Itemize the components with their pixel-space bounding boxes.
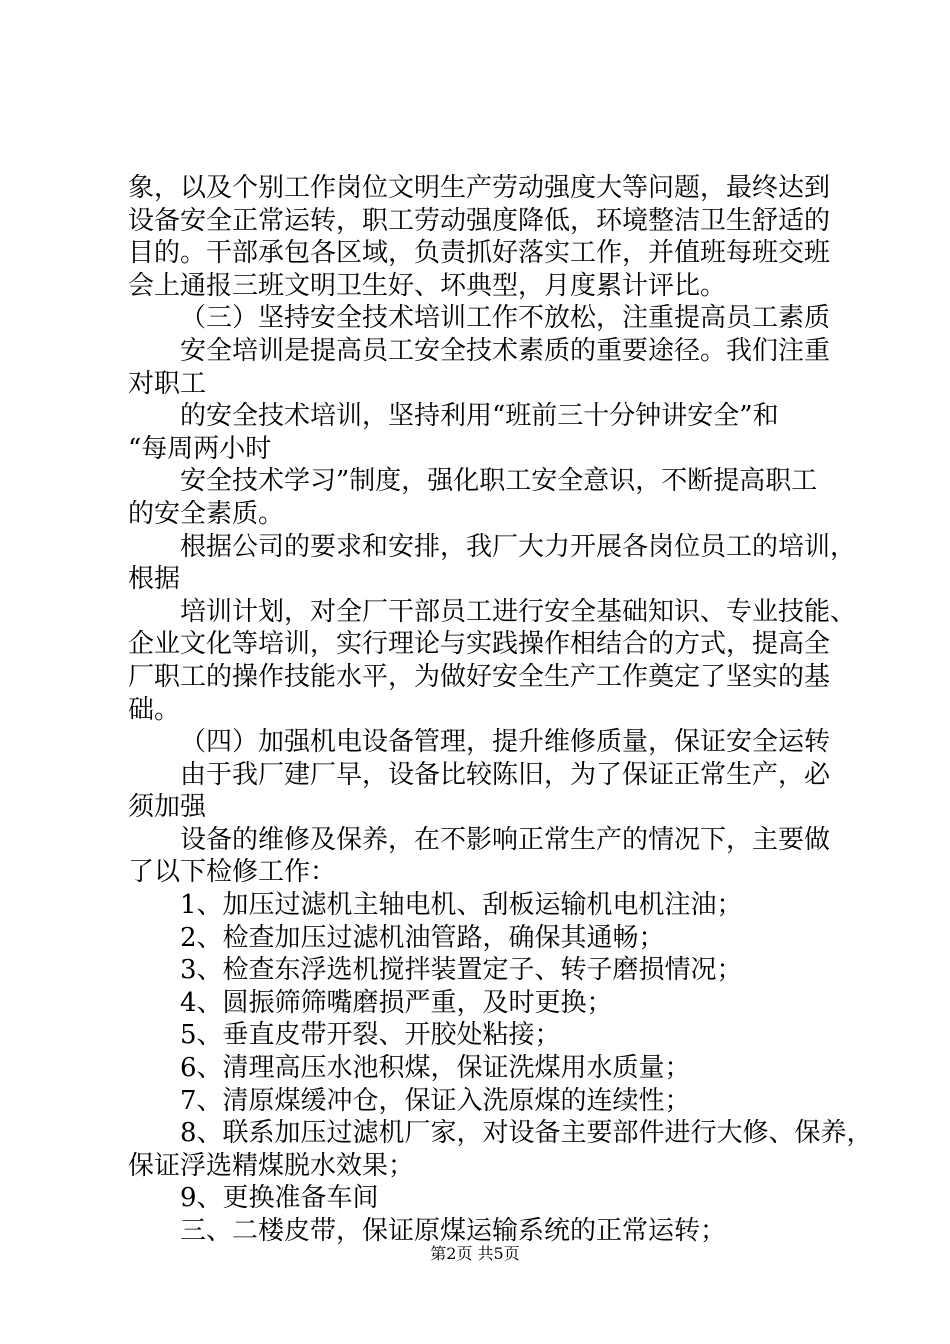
- text-line: 9、更换准备车间: [180, 1183, 379, 1214]
- text-line: 由于我厂建厂早，设备比较陈旧，为了保证正常生产，必: [180, 759, 831, 790]
- text-line: 5、垂直皮带开裂、开胶处粘接；: [180, 1020, 561, 1051]
- text-line: 保证浮选精煤脱水效果；: [128, 1150, 415, 1181]
- text-line: 会上通报三班文明卫生好、坏典型，月度累计评比。: [128, 270, 727, 301]
- text-line: 8、联系加压过滤机厂家，对设备主要部件进行大修、保养，: [180, 1118, 873, 1149]
- text-line: 的安全素质。: [128, 498, 285, 529]
- text-line: 目的。干部承包各区域，负责抓好落实工作，并值班每班交班: [128, 238, 831, 269]
- text-line: 4、圆振筛筛嘴磨损严重，及时更换；: [180, 987, 613, 1018]
- text-line: 1、加压过滤机主轴电机、刮板运输机电机注油；: [180, 890, 743, 921]
- text-line: 三、二楼皮带，保证原煤运输系统的正常运转；: [180, 1216, 727, 1246]
- text-line: 对职工: [128, 368, 207, 399]
- text-line: 设备安全正常运转，职工劳动强度降低，环境整洁卫生舒适的: [128, 205, 831, 236]
- text-line: 了以下检修工作：: [128, 857, 337, 888]
- text-line: 3、检查东浮选机搅拌装置定子、转子磨损情况；: [180, 955, 743, 986]
- text-line: 厂职工的操作技能水平，为做好安全生产工作奠定了坚实的基: [128, 661, 831, 692]
- text-line: 安全培训是提高员工安全技术素质的重要途径。我们注重: [180, 335, 831, 366]
- text-line: 设备的维修及保养，在不影响正常生产的情况下，主要做: [180, 824, 831, 855]
- text-line: 培训计划，对全厂干部员工进行安全基础知识、专业技能、: [180, 596, 857, 627]
- text-line: 安全技术学习”制度，强化职工安全意识，不断提高职工: [180, 466, 818, 497]
- text-line: 6、清理高压水池积煤，保证洗煤用水质量；: [180, 1053, 691, 1084]
- text-line: 象，以及个别工作岗位文明生产劳动强度大等问题，最终达到: [128, 173, 831, 203]
- text-line: 2、检查加压过滤机油管路，确保其通畅；: [180, 922, 665, 953]
- text-line: “每周两小时: [128, 433, 272, 464]
- document-body: [128, 172, 873, 1248]
- text-line: 须加强: [128, 792, 207, 823]
- text-line: 根据: [128, 564, 181, 595]
- text-line: 企业文化等培训，实行理论与实践操作相结合的方式，提高全: [128, 629, 831, 660]
- text-line: （三）坚持安全技术培训工作不放松，注重提高员工素质: [180, 303, 831, 334]
- page-footer: 第2页 共5页: [430, 1244, 520, 1263]
- text-line: （四）加强机电设备管理，提升维修质量，保证安全运转: [180, 727, 831, 758]
- text-line: 的安全技术培训，坚持利用“班前三十分钟讲安全”和: [180, 401, 779, 432]
- text-line: 根据公司的要求和安排，我厂大力开展各岗位员工的培训，: [180, 531, 857, 562]
- text-line: 础。: [128, 694, 181, 725]
- text-line: 7、清原煤缓冲仓，保证入洗原煤的连续性；: [180, 1085, 691, 1116]
